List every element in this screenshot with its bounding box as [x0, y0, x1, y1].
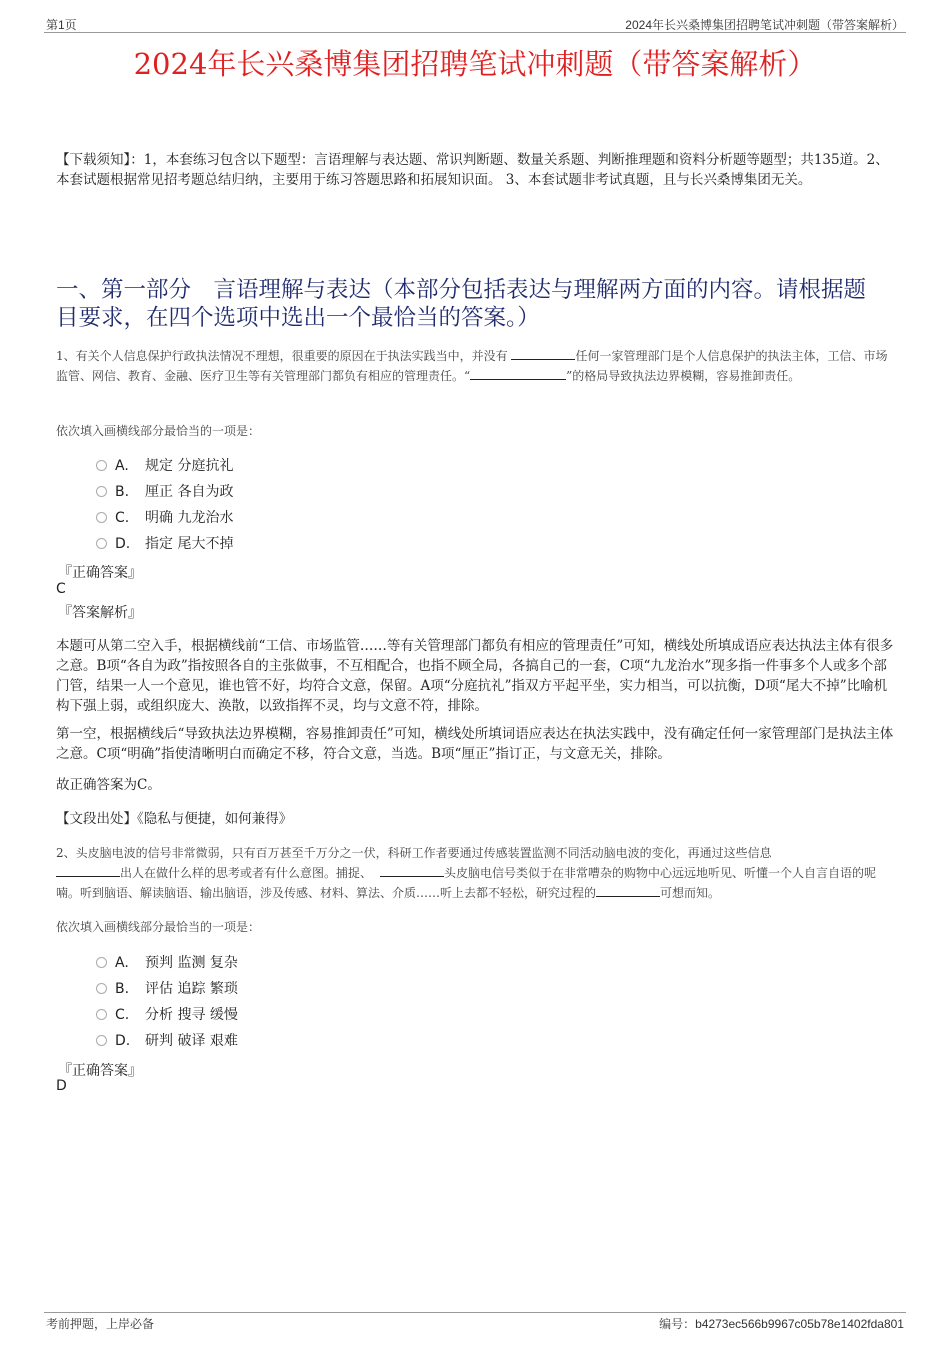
- option-label: A.: [115, 458, 129, 474]
- option-label: A.: [115, 955, 129, 971]
- footer-slogan: 考前押题，上岸必备: [46, 1317, 155, 1331]
- q2-blank-1: [56, 863, 120, 877]
- q1-option-d[interactable]: [96, 534, 233, 554]
- option-label: D.: [115, 536, 131, 552]
- option-text: 评估 追踪 繁琐: [145, 981, 238, 997]
- q1-blank-2: [470, 366, 566, 380]
- q1-text-part3: ”的格局导致执法边界模糊，容易推卸责任。: [566, 369, 801, 383]
- q1-analysis-para-2: 第一空，根据横线后“导致执法边界模糊，容易推卸责任”可知，横线处所填词语应表达在执法实践中，没有确定任何一家管理部门是执法主体之意。C项“明确”指使清晰明白而确定不移，符合文意，当选。B项“厘正”指订正，与文意无关，排除。: [56, 726, 894, 762]
- radio-icon[interactable]: [96, 957, 107, 968]
- header-divider: [44, 32, 906, 33]
- q2-option-d[interactable]: [96, 1031, 238, 1051]
- option-text: 指定 尾大不掉: [145, 536, 234, 552]
- q1-text-part1: 1、有关个人信息保护行政执法情况不理想，很重要的原因在于执法实践当中，并没有: [56, 349, 512, 363]
- option-text: 明确 九龙治水: [145, 510, 234, 526]
- radio-icon[interactable]: [96, 538, 107, 549]
- q1-prompt: 依次填入画横线部分最恰当的一项是：: [56, 424, 261, 438]
- question-1-text: [56, 346, 896, 386]
- q2-blank-3: [596, 883, 660, 897]
- q1-answer-label: 『正确答案』: [58, 565, 142, 581]
- option-text: 研判 破译 艰难: [145, 1033, 238, 1049]
- q2-prompt: 依次填入画横线部分最恰当的一项是：: [56, 920, 261, 934]
- radio-icon[interactable]: [96, 486, 107, 497]
- q1-option-c[interactable]: [96, 508, 233, 528]
- section-heading-line1: 一、第一部分 言语理解与表达（本部分包括表达与理解两方面的内容。请根据题: [56, 277, 867, 303]
- q1-analysis-para-3: 故正确答案为C。: [56, 777, 161, 793]
- q2-option-c[interactable]: [96, 1005, 238, 1025]
- option-text: 预判 监测 复杂: [145, 955, 238, 971]
- radio-icon[interactable]: [96, 512, 107, 523]
- footer-doc-id: 编号：b4273ec566b9967c05b78e1402fda801: [659, 1317, 904, 1331]
- option-text: 厘正 各自为政: [145, 484, 234, 500]
- q2-text-part4: 可想而知。: [660, 886, 721, 900]
- footer-divider: [44, 1312, 906, 1313]
- option-label: B.: [115, 981, 130, 997]
- q1-blank-1: [511, 346, 575, 360]
- radio-icon[interactable]: [96, 983, 107, 994]
- q1-analysis-para-1: 本题可从第二空入手，根据横线前“工信、市场监管……等有关管理部门都负有相应的管理责任”可知，横线处所填成语应表达执法主体有很多之意。B项“各自为政”指按照各自的主张做事，不互相配合，也指不顾全局，各搞自己的一套，C项“九龙治水”现多指一件事多个人或多个部门管，结果一人一个意见，谁也管不好，均符合文意，保留。A项“分庭抗礼”指双方平起平坐，实力相当，可以抗衡，D项“尾大不掉”比喻机构下强上弱，或组织庞大、涣散，以致指挥不灵，均与文意不符，排除。: [56, 638, 894, 714]
- radio-icon[interactable]: [96, 1035, 107, 1046]
- radio-icon[interactable]: [96, 1009, 107, 1020]
- q2-blank-2: [380, 863, 444, 877]
- q2-option-a[interactable]: [96, 953, 238, 973]
- q1-text-part2: 任何一家管理部门是个人信息保护的执法主体，工信、市场监管、网信、教育、金融、医疗卫生等有关管理部门都负有相应的管理责任。“: [56, 349, 888, 383]
- q2-answer-label: 『正确答案』: [58, 1063, 142, 1079]
- page-title: 2024年长兴桑博集团招聘笔试冲刺题（带答案解析）: [133, 47, 817, 81]
- option-label: D.: [115, 1033, 131, 1049]
- option-text: 分析 搜寻 缓慢: [145, 1007, 238, 1023]
- section-heading-line2: 目要求，在四个选项中选出一个最恰当的答案。）: [56, 305, 540, 331]
- option-text: 规定 分庭抗礼: [145, 458, 234, 474]
- q1-option-a[interactable]: [96, 456, 233, 476]
- q1-source: 【文段出处】《隐私与便捷，如何兼得》: [56, 811, 293, 827]
- q1-analysis-label: 『答案解析』: [58, 605, 142, 621]
- question-2-text: [56, 843, 896, 903]
- option-label: C.: [115, 1007, 130, 1023]
- download-notice: 【下载须知】：1，本套练习包含以下题型：言语理解与表达题、常识判断题、数量关系题、判断推理题和资料分析题等题型；共135道。2、本套试题根据常见招考题总结归纳，主要用于练习答题思路和拓展知识面。 3、本套试题非考试真题，且与长兴桑博集团无关。: [56, 152, 889, 188]
- q1-option-b[interactable]: [96, 482, 233, 502]
- option-label: C.: [115, 510, 130, 526]
- q2-text-part3: 头皮脑电信号类似于在非常嘈杂的购物中心远远地听见、听懂一个人自言自语的呢喃。听到脑语、解读脑语、输出脑语，涉及传感、材料、算法、介质……听上去都不轻松，研究过程的: [56, 866, 877, 900]
- section-heading: [56, 276, 896, 332]
- page-number: 第1页: [46, 18, 77, 32]
- q2-option-b[interactable]: [96, 979, 238, 999]
- q2-answer: D: [56, 1078, 67, 1094]
- radio-icon[interactable]: [96, 460, 107, 471]
- header-doc-title: 2024年长兴桑博集团招聘笔试冲刺题（带答案解析）: [625, 18, 904, 32]
- q2-text-part1: 2、头皮脑电波的信号非常微弱，只有百万甚至千万分之一伏，科研工作者要通过传感装置监测不同活动脑电波的变化，再通过这些信息: [56, 846, 772, 860]
- q2-text-part2: 出人在做什么样的思考或者有什么意图。捕捉、: [120, 866, 373, 880]
- q1-answer: C: [56, 581, 66, 597]
- option-label: B.: [115, 484, 130, 500]
